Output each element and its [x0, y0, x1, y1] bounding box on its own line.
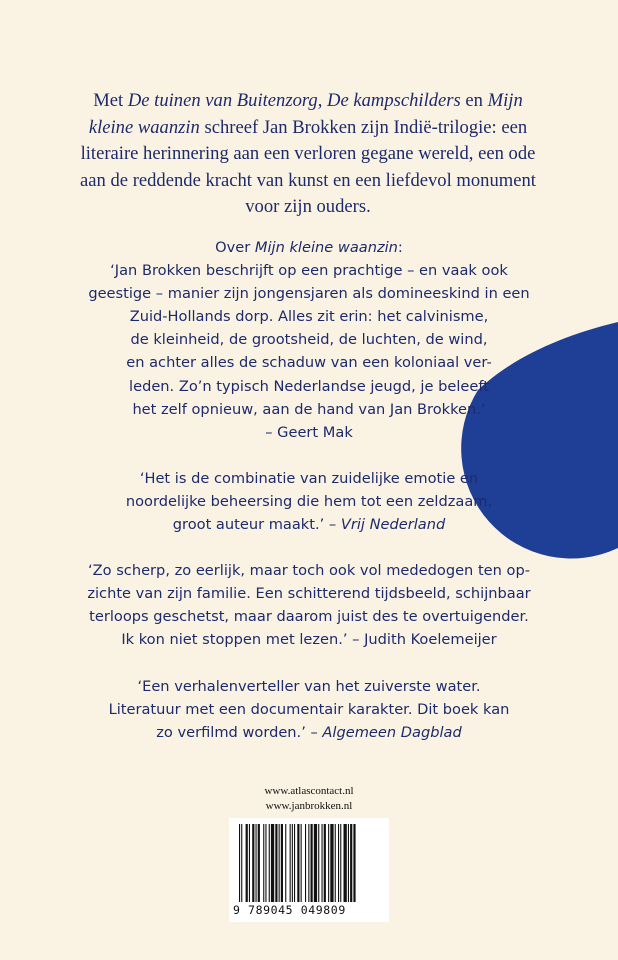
quote-algemeen-dagblad: ‘Een verhalenverteller van het zuiverste water. Literatuur met een documentair karakter. Dit boek kan zo verfilmd worden.’ – Algemeen Dagblad: [108, 677, 510, 741]
barcode-bar: [314, 824, 317, 902]
source-vrij-nederland: Vrij Nederland: [340, 516, 446, 534]
url-atlascontact[interactable]: www.atlascontact.nl: [264, 785, 354, 797]
barcode-bar: [265, 824, 266, 902]
book-title-kampschilders: De kampschilders: [327, 90, 461, 111]
barcode-bar: [246, 824, 248, 902]
barcode-bar: [294, 824, 295, 902]
book-title-waanzin: Mijn kleine waanzin: [88, 90, 523, 138]
intro-paragraph: Met De tuinen van Buitenzorg, De kampschilders en Mijn kleine waanzin schreef Jan Brokken zijn Indië-trilogie: een literaire herinnering aan een verloren gegane wereld, een ode aan de reddende kracht van kunst en een liefdevol monument voor zijn ouders.: [80, 90, 536, 217]
barcode-bar: [279, 824, 280, 902]
barcode-bar: [318, 824, 319, 902]
barcode-bar: [275, 824, 277, 902]
barcode-bar: [292, 824, 293, 902]
barcode-bar: [239, 824, 240, 902]
barcode-bar: [340, 824, 341, 902]
barcode-bars: [239, 824, 379, 902]
isbn-barcode: [229, 818, 389, 922]
barcode-bar: [335, 824, 336, 902]
barcode-bar: [322, 824, 323, 902]
barcode-bar: [338, 824, 339, 902]
barcode-bar: [353, 824, 355, 902]
barcode-bar: [348, 824, 349, 902]
barcode-bar: [241, 824, 242, 902]
barcode-bar: [269, 824, 270, 902]
barcode-bar: [328, 824, 329, 902]
attribution-geert-mak: – Geert Mak: [265, 423, 353, 441]
barcode-bar: [305, 824, 306, 902]
barcode-bar: [311, 824, 313, 902]
barcode-bar: [256, 824, 257, 902]
book-title-buitenzorg: De tuinen van Buitenzorg: [127, 90, 318, 111]
barcode-bar: [271, 824, 274, 902]
barcode-bar: [285, 824, 286, 902]
website-links: [209, 784, 409, 814]
barcode-bar: [263, 824, 264, 902]
barcode-bar: [297, 824, 299, 902]
source-algemeen-dagblad: Algemeen Dagblad: [322, 723, 462, 741]
review-quotes: [54, 236, 564, 744]
barcode-bar: [324, 824, 326, 902]
barcode-bar: [308, 824, 309, 902]
barcode-bar: [252, 824, 254, 902]
url-janbrokken[interactable]: www.janbrokken.nl: [265, 800, 353, 812]
barcode-bar: [350, 824, 352, 902]
isbn-digits: 9 789045 049809: [233, 903, 346, 917]
barcode-bar: [344, 824, 347, 902]
barcode-bar: [330, 824, 333, 902]
quote-geert-mak: Over Mijn kleine waanzin: ‘Jan Brokken beschrijft op een prachtige – en vaak ook geestige – manier zijn jongensjaren als domineeskind in een Zuid-Hollands dorp. Alles zit erin: het calvinisme, de kleinheid, de grootsheid, de luchten, de wind, en achter alles de schaduw van een koloniaal ver- leden. Zo’n typisch Nederlandse jeugd, je beleeft het zelf opnieuw, aan de hand van Jan Brokken.’ – Geert Mak: [54, 236, 564, 444]
barcode-bar: [281, 824, 283, 902]
quote-vrij-nederland: ‘Het is de combinatie van zuidelijke emotie en noordelijke beheersing die hem tot een zeldzaam, groot auteur maakt.’ – Vrij Nederland: [125, 469, 493, 534]
barcode-bar: [290, 824, 291, 902]
barcode-bar: [249, 824, 250, 902]
barcode-bar: [258, 824, 260, 902]
quote-judith-koelemeijer: ‘Zo scherp, zo eerlijk, maar toch ook vol mededogen ten op- zichte van zijn familie. Een schitterend tijdsbeeld, schijnbaar terloops geschetst, maar daarom juist des te overtuigender. Ik kon niet stoppen met lezen.’ – Judith Koelemeijer: [87, 562, 531, 649]
barcode-bar: [301, 824, 302, 902]
